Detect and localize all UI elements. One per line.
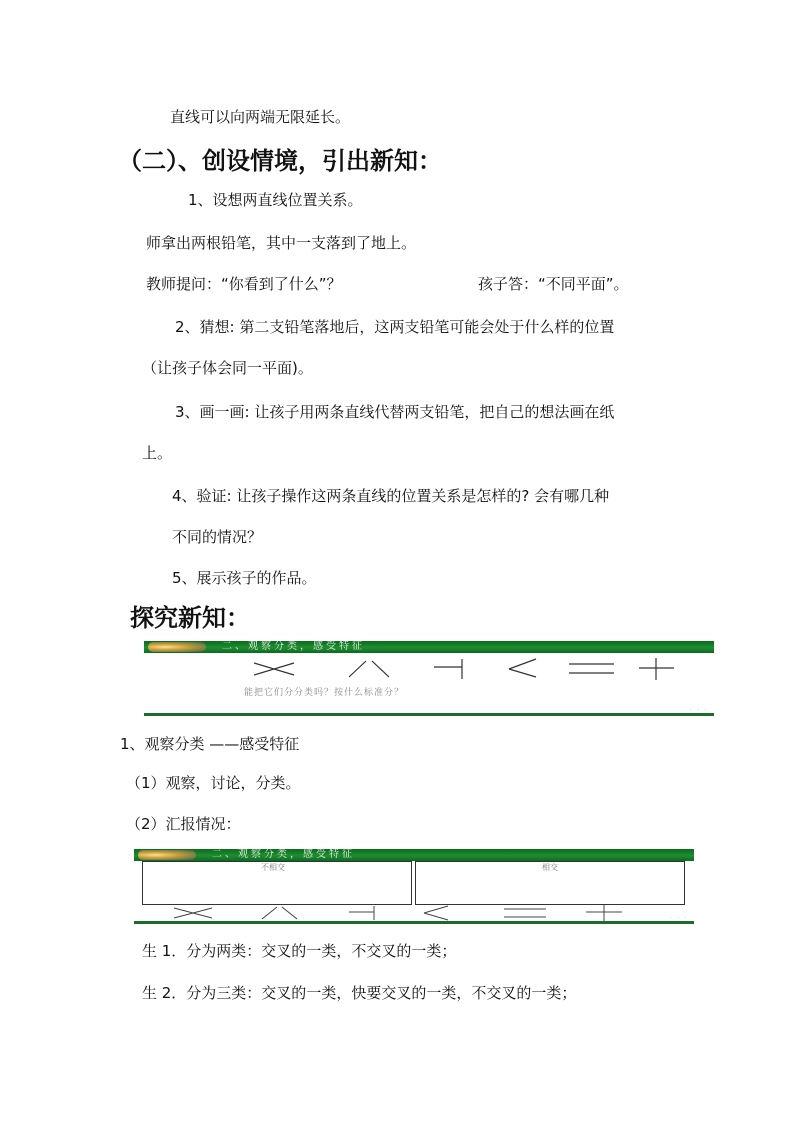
slide-footer-bar: · · ·	[144, 713, 714, 716]
pair-angle	[424, 906, 448, 913]
panel-not-intersect	[142, 861, 412, 905]
slide-figure-classify	[144, 641, 714, 717]
pair-angle	[509, 659, 536, 669]
teacher-question: 教师提问：“你看到了什么”？	[146, 275, 342, 293]
pair-near-intersect	[262, 907, 277, 919]
step-5: 5、展示孩子的作品。	[172, 569, 317, 587]
slide-banner-title: 二、观察分类，感受特征	[222, 641, 365, 652]
slide-footer-bar: · · ·	[134, 921, 694, 924]
panel-intersect	[415, 861, 685, 905]
line-pairs-figure	[134, 903, 694, 923]
student-answer-2: 生 2．分为三类：交叉的一类，快要交叉的一类，不交叉的一类；	[142, 984, 577, 1002]
student-answer-1: 生 1．分为两类：交叉的一类，不交叉的一类；	[142, 942, 457, 960]
step-3-line1: 3、画一画: 让孩子用两条直线代替两支铅笔，把自己的想法画在纸	[175, 403, 615, 421]
slide-banner	[144, 641, 714, 653]
step-2-line1: 2、猜想: 第二支铅笔落地后，这两支铅笔可能会处于什么样的位置	[175, 318, 615, 336]
slide-logo-icon	[138, 850, 196, 860]
observe-classify-title: 1、观察分类 ——感受特征	[120, 735, 300, 753]
slide-figure-report	[134, 849, 694, 925]
panel-title: 不相交	[261, 863, 285, 872]
observe-item-1: （1）观察，讨论，分类。	[126, 774, 301, 792]
step-3-line2: 上。	[142, 444, 173, 462]
slide-banner-title: 二、观察分类，感受特征	[212, 849, 355, 860]
line-pairs-figure	[144, 655, 714, 683]
slide-caption: 能把它们分分类吗？按什么标准分？	[244, 688, 405, 698]
child-answer: 孩子答：“不同平面”。	[478, 275, 629, 293]
pair-angle	[424, 913, 448, 920]
observe-item-2: （2）汇报情况：	[126, 815, 241, 833]
pair-near-intersect	[372, 661, 389, 677]
text-line-extend: 直线可以向两端无限延长。	[170, 108, 351, 126]
teacher-action: 师拿出两根铅笔，其中一支落到了地上。	[146, 234, 417, 252]
slide-banner	[134, 849, 694, 861]
section-heading-2: （二）、创设情境，引出新知：	[118, 146, 442, 175]
slide-logo-icon	[148, 642, 206, 652]
step-1: 1、设想两直线位置关系。	[188, 191, 363, 209]
pair-near-intersect	[282, 907, 297, 919]
section-heading-3: 探究新知：	[130, 603, 250, 632]
step-2-line2: （让孩子体会同一平面)。	[142, 359, 313, 377]
pair-near-intersect	[349, 661, 366, 677]
panel-title: 相交	[542, 863, 558, 872]
step-4-line1: 4、验证: 让孩子操作这两条直线的位置关系是怎样的? 会有哪几种	[172, 487, 610, 505]
step-4-line2: 不同的情况？	[172, 528, 263, 546]
pair-angle	[509, 669, 536, 677]
